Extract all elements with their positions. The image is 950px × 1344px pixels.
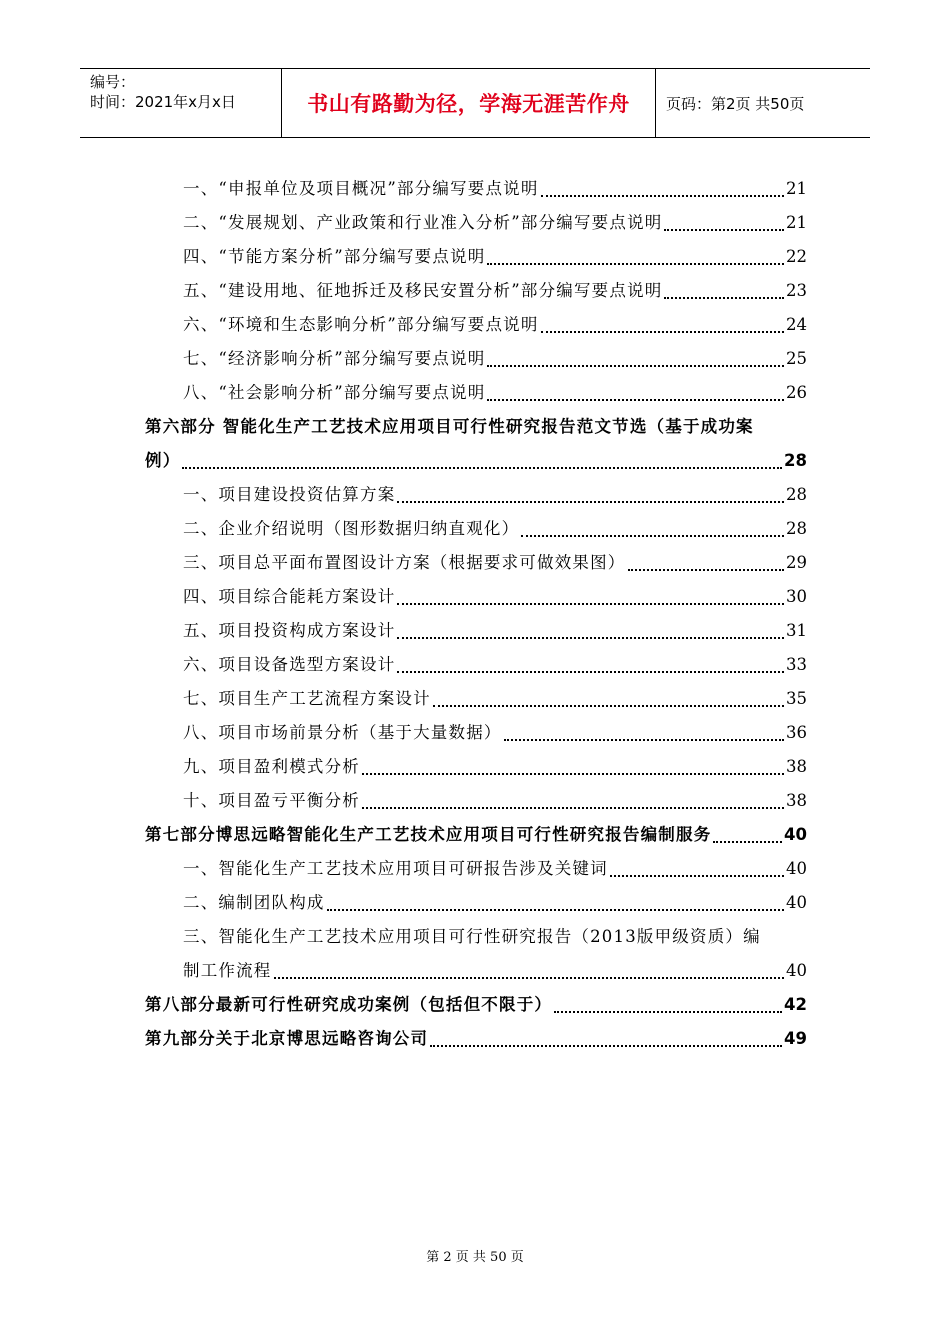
toc-leader — [541, 331, 784, 333]
toc-entry[interactable] — [145, 274, 807, 308]
toc-entry[interactable] — [145, 784, 807, 818]
toc-leader — [430, 1045, 782, 1047]
toc-entry-continuation: 制工作流程 — [183, 961, 272, 980]
toc-entry-title: 六、“环境和生态影响分析”部分编写要点说明 — [183, 315, 539, 334]
toc-entry-page: 31 — [786, 621, 807, 640]
toc-leader — [610, 875, 784, 877]
toc-entry[interactable] — [145, 478, 807, 512]
toc-leader — [541, 195, 784, 197]
toc-entry-title: 六、项目设备选型方案设计 — [183, 655, 396, 674]
toc-leader — [397, 671, 784, 673]
header-page-cell — [656, 69, 870, 137]
toc-entry-title: 一、“申报单位及项目概况”部分编写要点说明 — [183, 179, 539, 198]
date-label: 时间：2021年x月x日 — [90, 93, 236, 111]
toc-entry[interactable] — [145, 444, 807, 478]
toc-entry[interactable] — [145, 240, 807, 274]
header-meta-cell — [80, 69, 282, 137]
toc-entry-title: 五、项目投资构成方案设计 — [183, 621, 396, 640]
toc-entry-title: 八、“社会影响分析”部分编写要点说明 — [183, 383, 486, 402]
toc-leader — [397, 637, 784, 639]
toc-entry-title: 五、“建设用地、征地拆迁及移民安置分析”部分编写要点说明 — [183, 281, 663, 300]
toc-entry-title: 第九部分关于北京博思远略咨询公司 — [145, 1029, 429, 1048]
toc-entry-title: 一、项目建设投资估算方案 — [183, 485, 396, 504]
toc-leader — [554, 1011, 782, 1013]
toc-leader — [397, 603, 784, 605]
toc-entry-page: 33 — [786, 655, 807, 674]
toc-entry[interactable] — [145, 716, 807, 750]
toc-entry-continuation: 例） — [145, 451, 181, 470]
toc-leader — [182, 467, 782, 469]
toc-entry[interactable] — [145, 954, 807, 988]
toc-leader — [713, 841, 782, 843]
toc-entry-page: 42 — [784, 995, 807, 1014]
toc-entry-title: 八、项目市场前景分析（基于大量数据） — [183, 723, 502, 742]
page-label: 页码：第2页 共50页 — [666, 94, 805, 113]
toc-leader — [487, 263, 784, 265]
toc-leader — [521, 535, 784, 537]
toc-entry-title: 七、项目生产工艺流程方案设计 — [183, 689, 431, 708]
toc-section-heading[interactable] — [145, 410, 807, 444]
toc-entry-page: 21 — [786, 213, 807, 232]
toc-entry-title: 四、项目综合能耗方案设计 — [183, 587, 396, 606]
toc-entry-page: 49 — [784, 1029, 807, 1048]
toc-leader — [362, 773, 784, 775]
toc-entry-title: 十、项目盈亏平衡分析 — [183, 791, 360, 810]
toc-entry-title: 三、项目总平面布置图设计方案（根据要求可做效果图） — [183, 553, 626, 572]
toc-leader — [274, 977, 785, 979]
toc-entry-page: 25 — [786, 349, 807, 368]
toc-entry-title: 一、智能化生产工艺技术应用项目可研报告涉及关键词 — [183, 859, 608, 878]
toc-entry[interactable] — [145, 580, 807, 614]
toc-entry[interactable] — [145, 920, 807, 954]
toc-entry-page: 38 — [786, 791, 807, 810]
toc-entry-page: 40 — [784, 825, 807, 844]
toc-entry[interactable] — [145, 750, 807, 784]
toc-entry-page: 28 — [784, 451, 807, 470]
toc-entry[interactable] — [145, 614, 807, 648]
toc-entry[interactable] — [145, 342, 807, 376]
header-motto-cell — [282, 69, 656, 137]
toc-section-heading[interactable] — [145, 988, 807, 1022]
toc-entry[interactable] — [145, 512, 807, 546]
toc-entry-page: 35 — [786, 689, 807, 708]
toc-leader — [664, 229, 784, 231]
toc-entry-page: 22 — [786, 247, 807, 266]
toc-entry-page: 24 — [786, 315, 807, 334]
toc-leader — [628, 569, 785, 571]
toc-entry-title: 七、“经济影响分析”部分编写要点说明 — [183, 349, 486, 368]
toc-entry-title: 二、企业介绍说明（图形数据归纳直观化） — [183, 519, 520, 538]
toc-entry-title: 二、“发展规划、产业政策和行业准入分析”部分编写要点说明 — [183, 213, 663, 232]
toc-entry[interactable] — [145, 376, 807, 410]
toc-entry[interactable] — [145, 206, 807, 240]
table-of-contents — [145, 172, 807, 1056]
toc-entry-page: 30 — [786, 587, 807, 606]
toc-entry-title: 二、编制团队构成 — [183, 893, 325, 912]
toc-entry-page: 26 — [786, 383, 807, 402]
toc-leader — [504, 739, 784, 741]
toc-entry-page: 29 — [786, 553, 807, 572]
toc-leader — [487, 365, 784, 367]
number-label: 编号： — [90, 73, 136, 91]
toc-entry[interactable] — [145, 852, 807, 886]
toc-leader — [397, 501, 784, 503]
toc-entry-page: 28 — [786, 519, 807, 538]
toc-entry-title: 三、智能化生产工艺技术应用项目可行性研究报告（2013版甲级资质）编 — [183, 927, 761, 946]
toc-leader — [433, 705, 784, 707]
toc-section-heading[interactable] — [145, 818, 807, 852]
toc-leader — [362, 807, 784, 809]
toc-entry-page: 36 — [786, 723, 807, 742]
toc-entry-title: 第六部分 智能化生产工艺技术应用项目可行性研究报告范文节选（基于成功案 — [145, 417, 754, 436]
toc-entry-title: 九、项目盈利模式分析 — [183, 757, 360, 776]
toc-leader — [487, 399, 784, 401]
toc-entry-title: 第八部分最新可行性研究成功案例（包括但不限于） — [145, 995, 553, 1014]
toc-entry[interactable] — [145, 308, 807, 342]
page-header — [80, 68, 870, 138]
toc-entry-title: 四、“节能方案分析”部分编写要点说明 — [183, 247, 486, 266]
toc-entry-page: 21 — [786, 179, 807, 198]
toc-entry-page: 40 — [786, 893, 807, 912]
toc-entry-page: 40 — [786, 961, 807, 980]
toc-entry-page: 23 — [786, 281, 807, 300]
toc-section-heading[interactable] — [145, 1022, 807, 1056]
toc-entry[interactable] — [145, 682, 807, 716]
toc-leader — [327, 909, 784, 911]
toc-entry[interactable] — [145, 648, 807, 682]
toc-entry-page: 40 — [786, 859, 807, 878]
toc-entry-page: 28 — [786, 485, 807, 504]
toc-entry-page: 38 — [786, 757, 807, 776]
page-footer: 第 2 页 共 50 页 — [426, 1250, 524, 1265]
toc-entry-title: 第七部分博思远略智能化生产工艺技术应用项目可行性研究报告编制服务 — [145, 825, 712, 844]
motto-text: 书山有路勤为径，学海无涯苦作舟 — [307, 92, 630, 116]
toc-entry[interactable] — [145, 886, 807, 920]
toc-entry[interactable] — [145, 546, 807, 580]
toc-leader — [664, 297, 784, 299]
toc-entry[interactable] — [145, 172, 807, 206]
